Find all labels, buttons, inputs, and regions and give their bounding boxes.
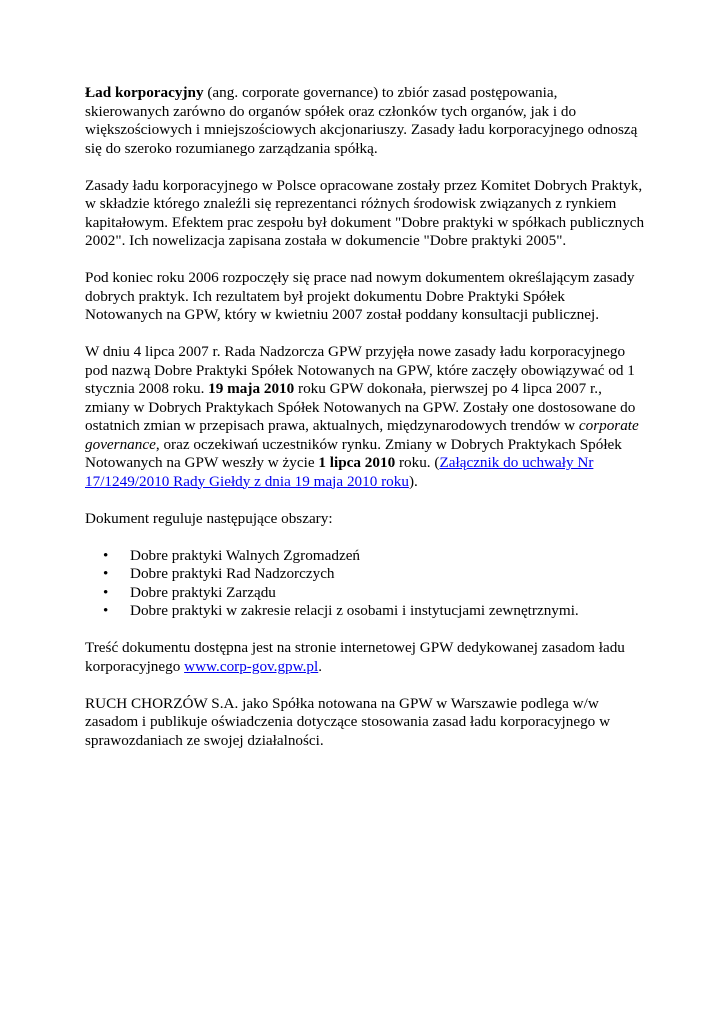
bullet-icon: •: [103, 583, 109, 601]
paragraph-2006: Pod koniec roku 2006 rozpoczęły się prace nad nowym dokumentem określającym zasady dobrych praktyk. Ich rezultatem był projekt dokumentu Dobre Praktyki Spółek Notowanych na GPW, który w kwietniu 2007 został poddany konsultacji publicznej.: [85, 269, 635, 323]
text-segment: roku. (: [395, 454, 440, 471]
list-item: [103, 546, 645, 566]
corp-gov-website-link[interactable]: www.corp-gov.gpw.pl: [184, 657, 319, 675]
paragraph-areas-intro: Dokument reguluje następujące obszary:: [85, 509, 333, 527]
paragraph-2007-2010: [85, 343, 645, 491]
paragraph-ruch-chorzow: RUCH CHORZÓW S.A. jako Spółka notowana na GPW w Warszawie podlega w/w zasadom i publikuje oświadczenia dotyczące stosowania zasad ładu korporacyjnego w sprawozdaniach ze swojej działalności.: [85, 694, 611, 749]
text-segment: .: [318, 657, 323, 675]
text-segment: Treść dokumentu dostępna jest na stronie internetowej GPW dedykowanej zasadom ładu korporacyjnego: [85, 639, 625, 675]
date-bold-1-lipca: 1 lipca 2010: [318, 454, 396, 471]
term-bold: Ład korporacyjny: [85, 84, 204, 101]
bullet-icon: •: [103, 602, 109, 619]
list-item-text: Dobre praktyki Zarządu: [130, 583, 276, 601]
text-segment: roku GPW dokonała, pierwszej po 4 lipca 2007 r., zmiany w Dobrych Praktykach Spółek Notowanych na GPW. Zostały one dostosowane do ostatnich zmian w przepisach prawa, aktualnych, międzynarodowych trendów w: [85, 380, 636, 434]
paragraph-history: Zasady ładu korporacyjnego w Polsce opracowane zostały przez Komitet Dobrych Praktyk, w składzie którego znaleźli się reprezentanci różnych środowisk związanych z rynkiem kapitałowym. Efektem prac zespołu był dokument "Dobre praktyki w spółkach publicznych 2002". Ich nowelizacja zapisana została w dokumencie "Dobre praktyki 2005".: [85, 176, 645, 249]
document-page: [85, 84, 645, 769]
list-item-text: Dobre praktyki w zakresie relacji z osobami i instytucjami zewnętrznymi.: [130, 602, 579, 619]
corporate-governance-italic: corporate governance: [85, 417, 639, 453]
list-item: [103, 602, 645, 621]
bullet-icon: •: [103, 565, 109, 582]
list-item-text: Dobre praktyki Walnych Zgromadzeń: [130, 546, 361, 564]
text-segment: ).: [408, 472, 418, 490]
list-item: [103, 583, 645, 603]
resolution-attachment-link[interactable]: Załącznik do uchwały Nr 17/1249/2010 Rady Giełdy z dnia 19 maja 2010 roku: [85, 454, 594, 490]
text-segment: , oraz oczekiwań uczestników rynku. Zmiany w Dobrych Praktykach Spółek Notowanych na GPW weszły w życie: [85, 435, 622, 471]
list-item-text: Dobre praktyki Rad Nadzorczych: [130, 565, 335, 582]
areas-list: [85, 547, 645, 621]
paragraph-definition: [85, 84, 645, 158]
list-item: [103, 565, 645, 584]
date-bold-19-maja: 19 maja 2010: [208, 380, 295, 397]
bullet-icon: •: [103, 546, 109, 564]
text-segment: W dniu 4 lipca 2007 r. Rada Nadzorcza GPW przyjęła nowe zasady ładu korporacyjnego pod nazwą Dobre Praktyki Spółek Notowanych na GPW, które zaczęły obowiązywać od 1 stycznia 2008 roku.: [85, 343, 635, 397]
paragraph-source: [85, 639, 645, 676]
definition-text: (ang. corporate governance) to zbiór zasad postępowania, skierowanych zarówno do organów spółek oraz członków tych organów, jak i do większościowych i mniejszościowych akcjonariuszy. Zasady ładu korporacyjnego odnoszą się do szeroko rozumianego zarządzania spółką.: [85, 84, 638, 157]
